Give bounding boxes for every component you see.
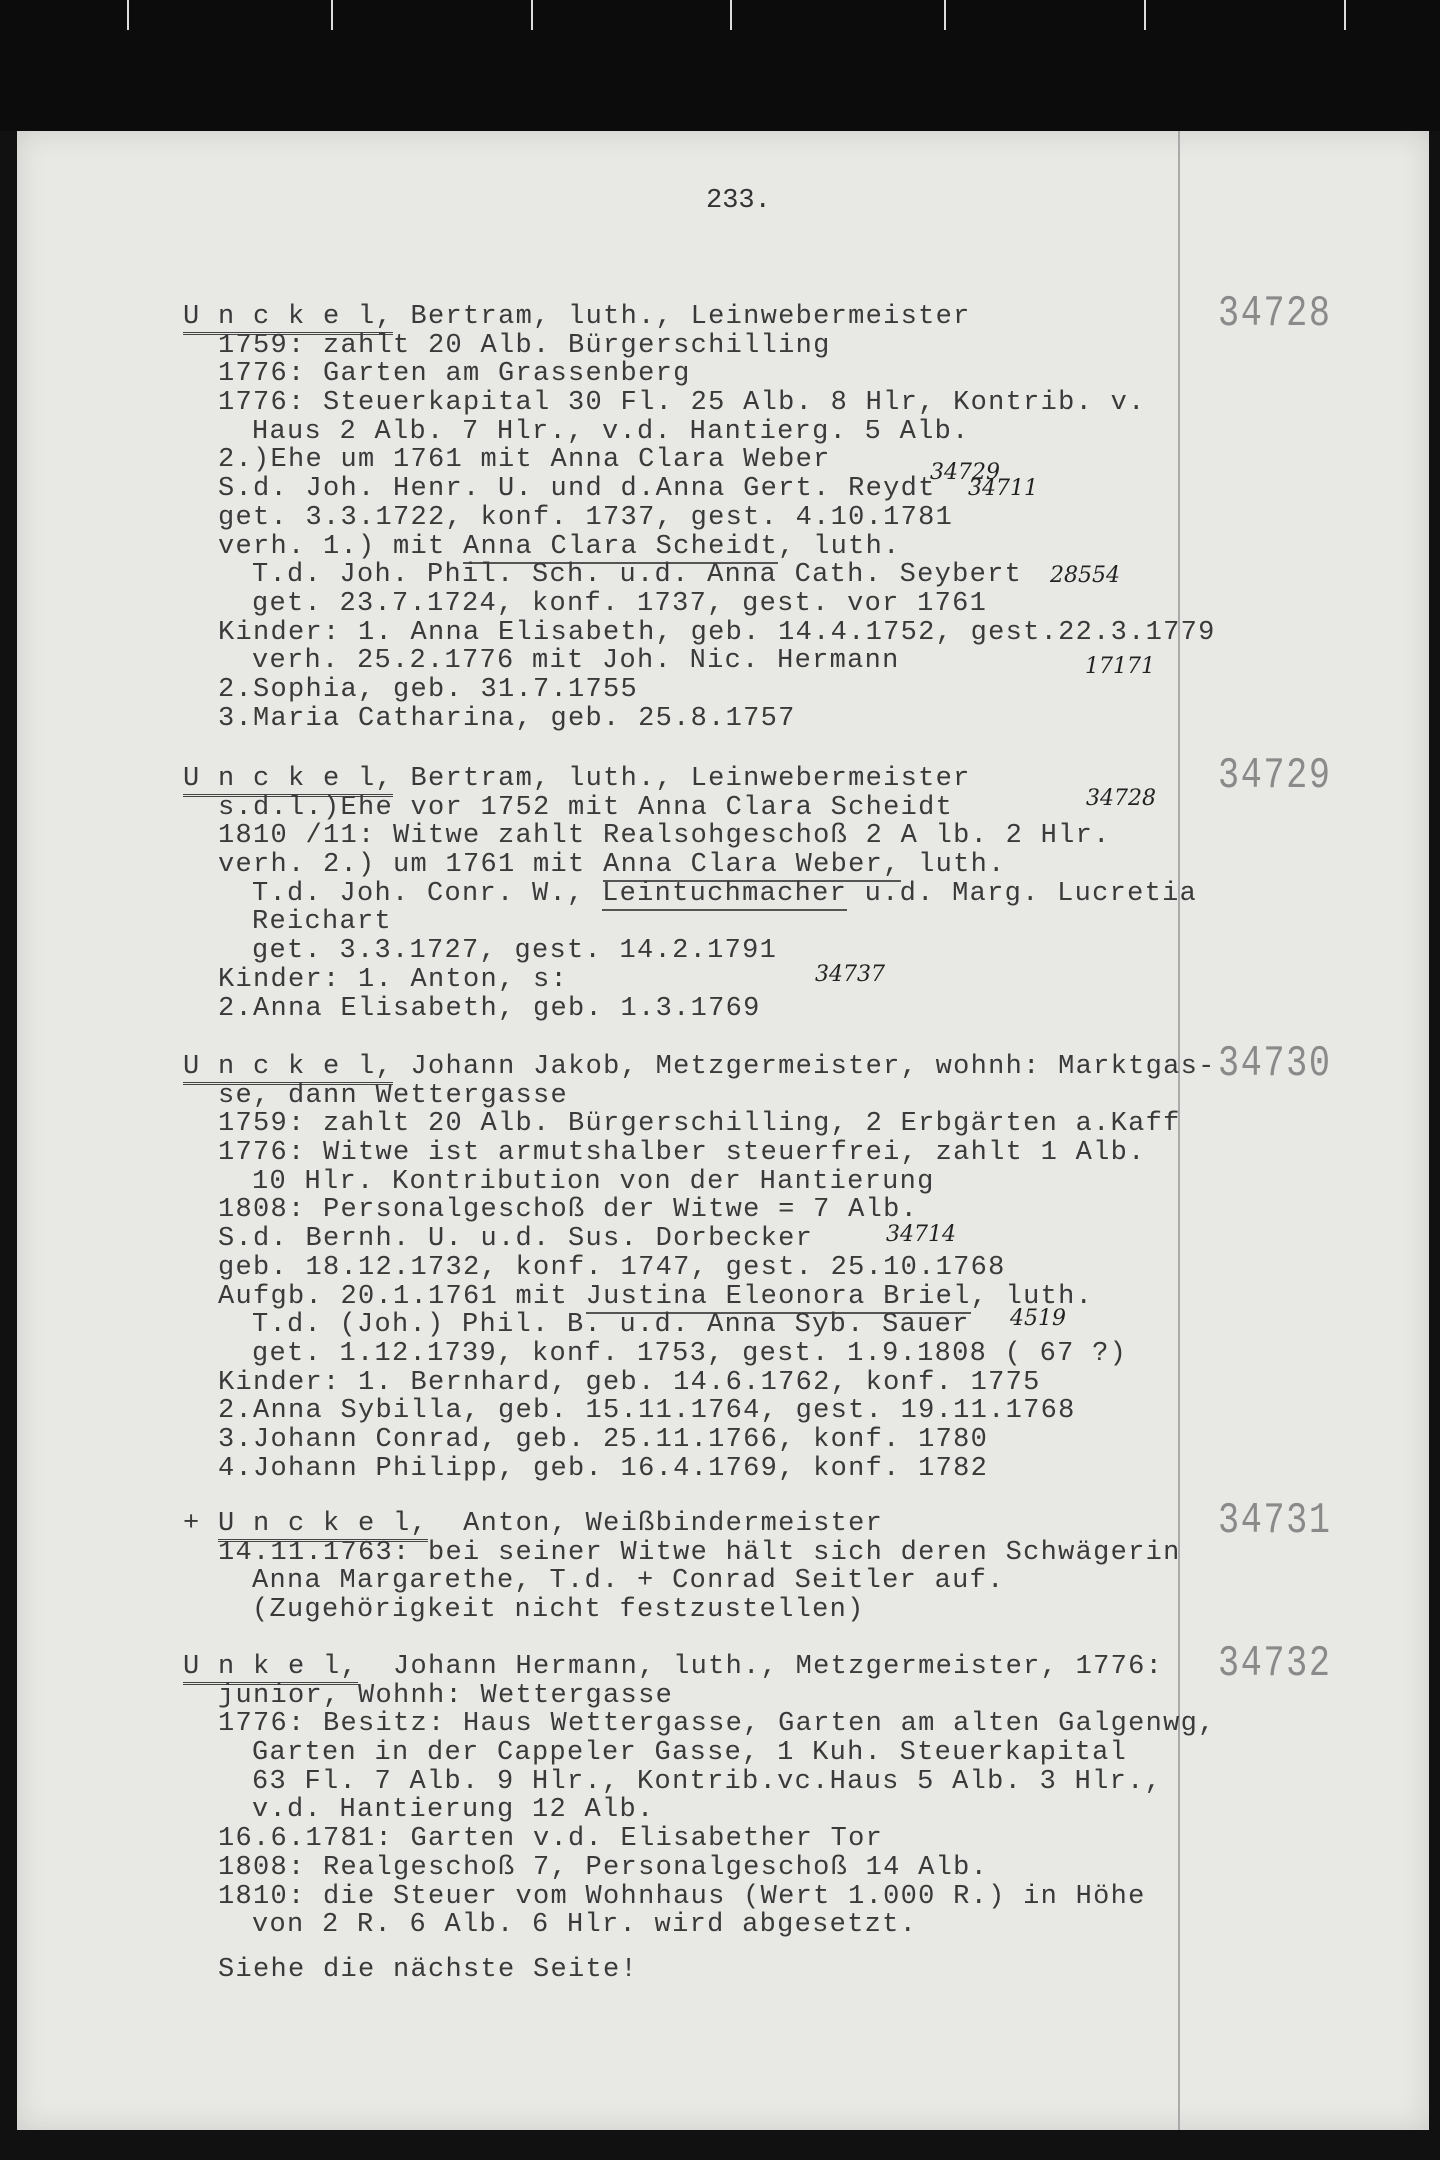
entry-line: Anna Margarethe, T.d. + Conrad Seitler auf. [252, 1566, 1005, 1597]
entry-line: S.d. Bernh. U. u.d. Sus. Dorbecker [218, 1224, 814, 1255]
entry-heading [183, 303, 1216, 332]
surname: U n c k e l, [218, 1509, 428, 1542]
entry [183, 303, 1216, 733]
handwritten-reference: 4519 [1010, 1306, 1066, 1331]
entry-line: Kinder: 1. Bernhard, geb. 14.6.1762, konf. 1775 [218, 1367, 1041, 1398]
entry [183, 1653, 1216, 1940]
handwritten-reference: 34728 [1086, 786, 1156, 811]
heading-details: Bertram, luth., Leinwebermeister [393, 302, 971, 332]
entry-line: 2.Sophia, geb. 31.7.1755 [218, 674, 639, 705]
entry-heading [183, 765, 1197, 794]
entry-line: 2.)Ehe um 1761 mit Anna Clara Weber [218, 445, 831, 476]
record-number-stamp: 34728 [1218, 289, 1332, 339]
handwritten-reference: 28554 [1050, 563, 1120, 588]
entry-line: T.d. Joh. Conr. W., Leintuchmacher u.d. Marg. Lucretia [252, 878, 1198, 909]
entry-line: S.d. Joh. Henr. U. und d.Anna Gert. Reydt [218, 474, 936, 505]
record-number-stamp: 34729 [1218, 751, 1332, 801]
surname: U n k e l, [183, 1652, 358, 1685]
entry [183, 1053, 1216, 1483]
entry-line: Haus 2 Alb. 7 Hlr., v.d. Hantierg. 5 Alb. [252, 416, 970, 447]
film-strip-border [0, 0, 1440, 131]
record-number-stamp: 34732 [1218, 1639, 1332, 1689]
entry [183, 765, 1197, 1023]
record-number-stamp: 34731 [1218, 1496, 1332, 1546]
surname: U n c k e l, [183, 764, 393, 797]
entry-line: 1759: zahlt 20 Alb. Bürgerschilling, 2 Erbgärten a.Kaff [218, 1109, 1181, 1140]
handwritten-reference: 34729 [930, 460, 1000, 485]
entry-heading [183, 1510, 1181, 1539]
entry-line: 1808: Realgeschoß 7, Personalgeschoß 14 Alb. [218, 1852, 989, 1883]
entry-line: verh. 2.) um 1761 mit Anna Clara Weber, luth. [218, 850, 1006, 881]
entry-line: 1810: die Steuer vom Wohnhaus (Wert 1.000 R.) in Höhe [218, 1881, 1146, 1912]
entry-line: T.d. Joh. Phil. Sch. u.d. Anna Cath. Seybert [252, 560, 1023, 591]
handwritten-reference: 34711 [968, 476, 1038, 501]
handwritten-reference: 34714 [886, 1222, 956, 1247]
heading-details: Anton, Weißbindermeister [428, 1509, 884, 1539]
entry-line: Aufgb. 20.1.1761 mit Justina Eleonora Briel, luth. [218, 1281, 1094, 1312]
heading-details: Johann Jakob, Metzgermeister, wohnh: Marktgas- [393, 1052, 1216, 1082]
entry-heading [183, 1653, 1216, 1682]
entry-line: 1776: Garten am Grassenberg [218, 359, 691, 390]
entry-line: get. 3.3.1727, gest. 14.2.1791 [252, 936, 778, 967]
entry-line: v.d. Hantierung 12 Alb. [252, 1795, 655, 1826]
entry-line: 1776: Steuerkapital 30 Fl. 25 Alb. 8 Hlr, Kontrib. v. [218, 388, 1146, 419]
entry-line: 1776: Besitz: Haus Wettergasse, Garten am alten Galgenwg, [218, 1709, 1216, 1740]
entry-line: Garten in der Cappeler Gasse, 1 Kuh. Steuerkapital [252, 1738, 1128, 1769]
entry-line: get. 23.7.1724, konf. 1737, gest. vor 1761 [252, 588, 988, 619]
handwritten-reference: 34737 [815, 962, 885, 987]
surname: U n c k e l, [183, 1052, 393, 1085]
entry-line: 1776: Witwe ist armutshalber steuerfrei, zahlt 1 Alb. [218, 1138, 1146, 1169]
heading-details: Johann Hermann, luth., Metzgermeister, 1776: [358, 1652, 1164, 1682]
entry-line: get. 1.12.1739, konf. 1753, gest. 1.9.1808 ( 67 ?) [252, 1338, 1128, 1369]
deceased-mark: + [183, 1509, 219, 1539]
entry-line: 3.Johann Conrad, geb. 25.11.1766, konf. 1780 [218, 1424, 989, 1455]
footer-note: Siehe die nächste Seite! [218, 1955, 639, 1985]
entry-line: von 2 R. 6 Alb. 6 Hlr. wird abgesetzt. [252, 1910, 918, 1941]
entry-line: get. 3.3.1722, konf. 1737, gest. 4.10.1781 [218, 502, 954, 533]
entry-line: 10 Hlr. Kontribution von der Hantierung [252, 1166, 935, 1197]
entry-line: 4.Johann Philipp, geb. 16.4.1769, konf. 1782 [218, 1453, 989, 1484]
underlined-name: Leintuchmacher [602, 878, 848, 909]
handwritten-reference: 17171 [1085, 654, 1155, 679]
underlined-name: Anna Clara Weber, [603, 850, 901, 881]
entry-heading [183, 1053, 1216, 1082]
entry [183, 1510, 1181, 1625]
entry-line: verh. 1.) mit Anna Clara Scheidt, luth. [218, 531, 901, 562]
entry-line: 1808: Personalgeschoß der Witwe = 7 Alb. [218, 1195, 919, 1226]
surname: U n c k e l, [183, 302, 393, 335]
record-number-stamp: 34730 [1218, 1039, 1332, 1089]
entry-line: 14.11.1763: bei seiner Witwe hält sich deren Schwägerin [218, 1537, 1181, 1568]
heading-details: Bertram, luth., Leinwebermeister [393, 764, 971, 794]
entry-line: geb. 18.12.1732, konf. 1747, gest. 25.10.1768 [218, 1252, 1006, 1283]
entry-line: junior, Wohnh: Wettergasse [218, 1680, 674, 1711]
underlined-name: Anna Clara Scheidt [463, 531, 779, 562]
entry-line: se, dann Wettergasse [218, 1080, 569, 1111]
entry-line: Kinder: 1. Anna Elisabeth, geb. 14.4.1752, gest.22.3.1779 [218, 617, 1216, 648]
entry-line: s.d.l.)Ehe vor 1752 mit Anna Clara Scheidt [218, 792, 954, 823]
entry-line: 63 Fl. 7 Alb. 9 Hlr., Kontrib.vc.Haus 5 Alb. 3 Hlr., [252, 1766, 1163, 1797]
entry-line: (Zugehörigkeit nicht festzustellen) [252, 1595, 865, 1626]
entry-line: Reichart [252, 907, 393, 938]
entry-line: Kinder: 1. Anton, s: [218, 964, 569, 995]
entry-line: 1759: zahlt 20 Alb. Bürgerschilling [218, 330, 831, 361]
entry-line: verh. 25.2.1776 mit Joh. Nic. Hermann [252, 646, 900, 677]
entry-line: 3.Maria Catharina, geb. 25.8.1757 [218, 703, 796, 734]
underlined-name: Justina Eleonora Briel [585, 1281, 971, 1312]
entry-line: 1810 /11: Witwe zahlt Realsohgeschoß 2 A lb. 2 Hlr. [218, 821, 1111, 852]
entry-line: 2.Anna Sybilla, geb. 15.11.1764, gest. 19.11.1768 [218, 1396, 1076, 1427]
page-number: 233. [706, 186, 771, 216]
entry-line: T.d. (Joh.) Phil. B. u.d. Anna Syb. Sauer [252, 1310, 970, 1341]
entry-line: 16.6.1781: Garten v.d. Elisabether Tor [218, 1824, 884, 1855]
entry-line: 2.Anna Elisabeth, geb. 1.3.1769 [218, 993, 761, 1024]
